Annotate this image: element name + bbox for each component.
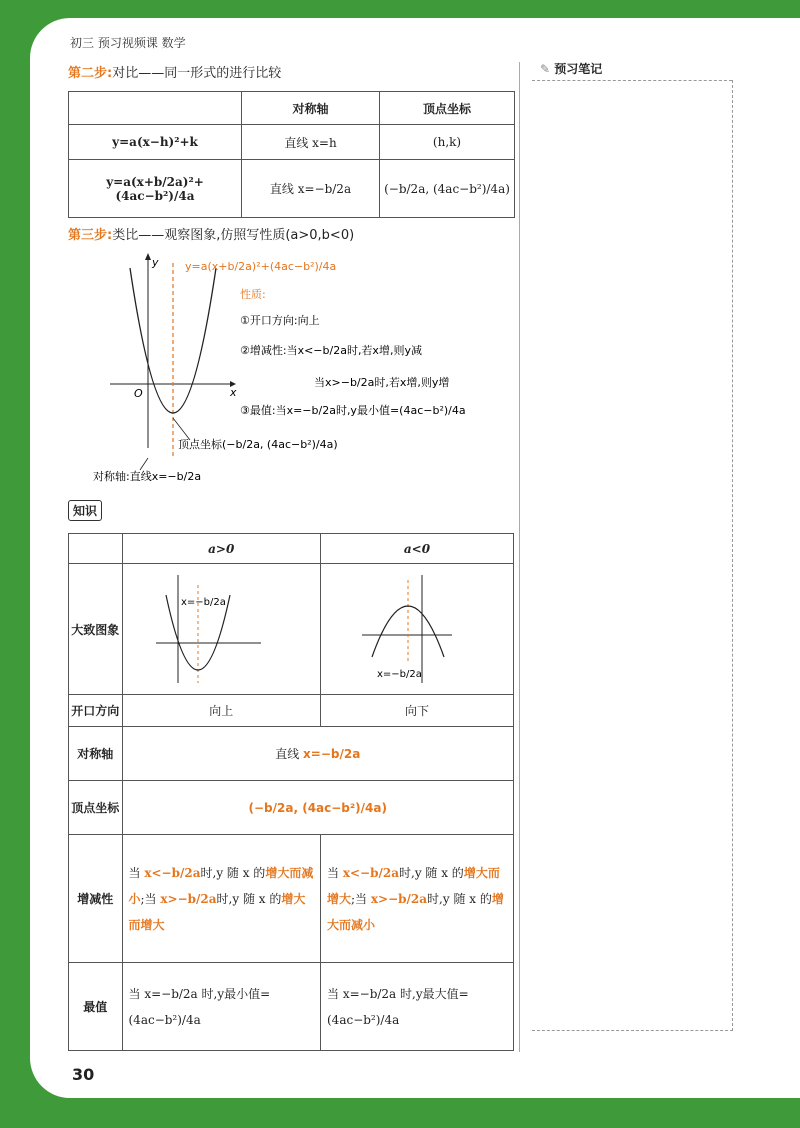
knowledge-table (68, 533, 514, 1051)
vertex-label: 顶点坐标(−b/2a, (4ac−b²)/4a) (178, 438, 338, 451)
row-axis: 对称轴 (69, 727, 123, 781)
mono-neg: 当 x<−b/2a时,y 随 x 的增大而增大;当 x>−b/2a时,y 随 x 的增大而减小 (321, 835, 514, 963)
prop-2b: 当x>−b/2a时,若x增,则y增 (314, 376, 450, 389)
t1-r0-c2: (h,k) (380, 125, 515, 160)
y-axis-arrow (145, 253, 151, 260)
prop-3: ③最值:当x=−b/2a时,y最小值=(4ac−b²)/4a (240, 404, 466, 417)
prop-2a: ②增减性:当x<−b/2a时,若x增,则y减 (240, 344, 422, 357)
graph-down (322, 565, 512, 690)
vertex-pointer (173, 418, 190, 440)
t1-r1-c1: 直线 x=−b/2a (242, 160, 380, 218)
notes-area[interactable] (532, 80, 733, 1031)
step3 (68, 224, 354, 243)
step2-label: 第二步: (68, 66, 113, 81)
axis-neg-label: x=−b/2a (377, 669, 422, 680)
comparison-table (68, 91, 515, 218)
row-graph: 大致图象 (69, 564, 123, 695)
prop-1: ①开口方向:向上 (240, 314, 320, 327)
graph-up (126, 565, 316, 690)
divider (519, 62, 520, 1052)
t1-r1-c2: (−b/2a, (4ac−b²)/4a) (380, 160, 515, 218)
y-label: y (152, 256, 159, 269)
origin-label: O (134, 387, 143, 400)
axis-cell: 直线 x=−b/2a (122, 727, 514, 781)
axis-pointer (140, 458, 148, 470)
row-mono: 增减性 (69, 835, 123, 963)
extreme-neg: 当 x=−b/2a 时,y最大值=(4ac−b²)/4a (321, 963, 514, 1051)
page-header: 初三 预习视频课 数学 (70, 36, 186, 50)
t1-r0-c1: 直线 x=h (242, 125, 380, 160)
notes-title: ✎ 预习笔记 (540, 62, 603, 76)
leaf-icon: ✎ (540, 62, 551, 76)
vertex-cell: (−b/2a, (4ac−b²)/4a) (122, 781, 514, 835)
x-label: x (230, 386, 237, 399)
col-a-neg: a<0 (321, 534, 514, 564)
knowledge-tag: 知识 (68, 500, 102, 521)
mono-pos: 当 x<−b/2a时,y 随 x 的增大而减小;当 x>−b/2a时,y 随 x 的增大而增大 (122, 835, 321, 963)
t1-r0-c0: y=a(x−h)²+k (69, 125, 242, 160)
step3-label: 第三步: (68, 228, 113, 243)
row-open: 开口方向 (69, 695, 123, 727)
t1-head-0 (69, 92, 242, 125)
step2 (68, 62, 281, 81)
graph-neg (321, 564, 514, 695)
t1-head-1: 对称轴 (242, 92, 380, 125)
t1-head-2: 顶点坐标 (380, 92, 515, 125)
graph-pos (122, 564, 321, 695)
props-title: 性质: (240, 288, 266, 301)
axis-pos-label: x=−b/2a (181, 597, 227, 608)
axis-label: 对称轴:直线x=−b/2a (93, 470, 202, 483)
open-down: 向下 (321, 695, 514, 727)
col-a-pos: a>0 (122, 534, 321, 564)
page-number: 30 (72, 1065, 95, 1084)
t1-r1-c0: y=a(x+b/2a)²+(4ac−b²)/4a (69, 160, 242, 218)
step2-text: 对比——同一形式的进行比较 (112, 66, 282, 81)
row-vertex: 顶点坐标 (69, 781, 123, 835)
parabola-graph (90, 248, 510, 498)
open-up: 向上 (122, 695, 321, 727)
t2-corner (69, 534, 123, 564)
row-extreme: 最值 (69, 963, 123, 1051)
graph-equation: y=a(x+b/2a)²+(4ac−b²)/4a (185, 260, 337, 273)
step3-text: 类比——观察图象,仿照写性质(a>0,b<0) (112, 228, 355, 243)
extreme-pos: 当 x=−b/2a 时,y最小值=(4ac−b²)/4a (122, 963, 321, 1051)
